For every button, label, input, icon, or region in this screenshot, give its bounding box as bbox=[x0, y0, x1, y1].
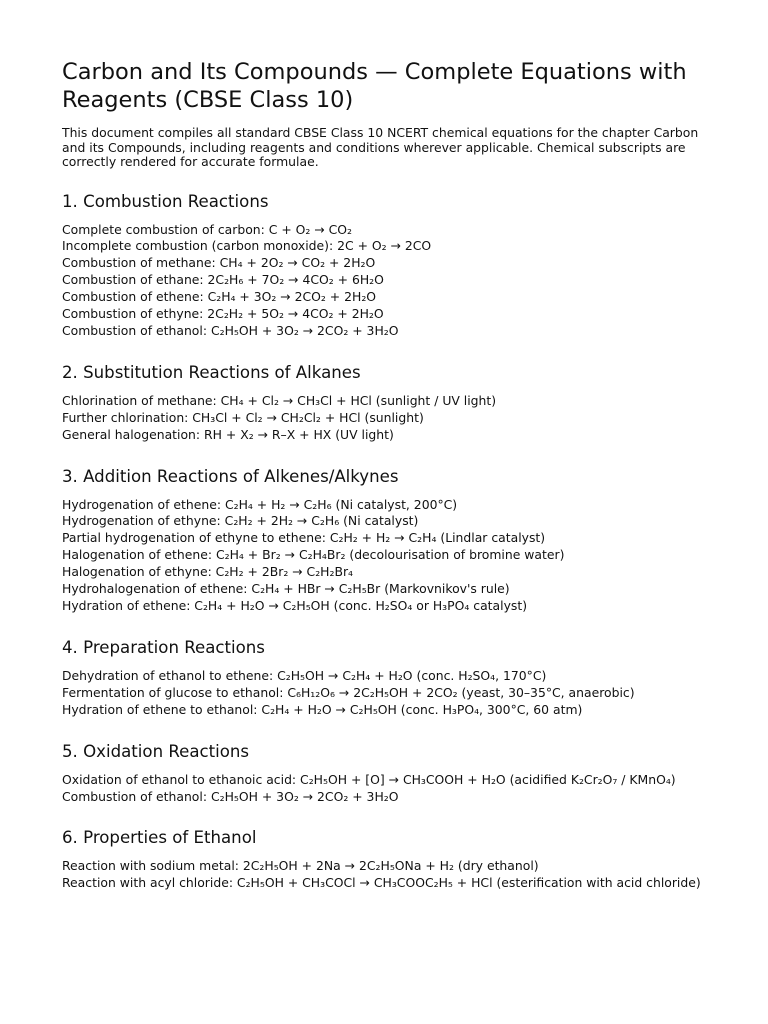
equation-line: Hydrogenation of ethene: C₂H₄ + H₂ → C₂H₆ (Ni catalyst, 200°C) bbox=[62, 496, 458, 512]
equation-line: Combustion of ethanol: C₂H₅OH + 3O₂ → 2CO₂ + 3H₂O bbox=[62, 322, 399, 338]
equation-line: Further chlorination: CH₃Cl + Cl₂ → CH₂Cl₂ + HCl (sunlight) bbox=[62, 409, 424, 425]
equation-line: Complete combustion of carbon: C + O₂ → CO₂ bbox=[62, 221, 353, 237]
equation-line: Incomplete combustion (carbon monoxide): 2C + O₂ → 2CO bbox=[62, 238, 432, 254]
equation-line: Hydration of ethene: C₂H₄ + H₂O → C₂H₅OH (conc. H₂SO₄ or H₃PO₄ catalyst) bbox=[62, 598, 528, 613]
equation-line: Combustion of ethene: C₂H₄ + 3O₂ → 2CO₂ + 2H₂O bbox=[62, 289, 377, 305]
section-heading: 6. Properties of Ethanol bbox=[62, 828, 257, 848]
equation-line: Reaction with sodium metal: 2C₂H₅OH + 2Na → 2C₂H₅ONa + H₂ (dry ethanol) bbox=[62, 858, 539, 874]
equation-line: Hydrogenation of ethyne: C₂H₂ + 2H₂ → C₂H₆ (Ni catalyst) bbox=[62, 513, 419, 529]
equation-line: Combustion of ethane: 2C₂H₆ + 7O₂ → 4CO₂ + 6H₂O bbox=[62, 272, 384, 288]
section-preparation bbox=[62, 638, 712, 719]
equation-line: Oxidation of ethanol to ethanoic acid: C₂H₅OH + [O] → CH₃COOH + H₂O (acidified K₂Cr₂O₇ / KMnO₄) bbox=[62, 771, 676, 787]
section-combustion bbox=[62, 192, 712, 340]
document-intro: This document compiles all standard CBSE Class 10 NCERT chemical equations for the chapter Carbon and its Compounds, including reagents and conditions wherever applicable. Chemical subscripts are correctly rendered for accurate formulae. bbox=[62, 125, 699, 169]
equation-line: Dehydration of ethanol to ethene: C₂H₅OH → C₂H₄ + H₂O (conc. H₂SO₄, 170°C) bbox=[62, 667, 547, 683]
equation-line: General halogenation: RH + X₂ → R–X + HX (UV light) bbox=[62, 426, 394, 442]
equation-line: Chlorination of methane: CH₄ + Cl₂ → CH₃Cl + HCl (sunlight / UV light) bbox=[62, 392, 497, 408]
equation-line: Combustion of ethyne: 2C₂H₂ + 5O₂ → 4CO₂ + 2H₂O bbox=[62, 306, 384, 322]
equation-line: Halogenation of ethene: C₂H₄ + Br₂ → C₂H₄Br₂ (decolourisation of bromine water) bbox=[62, 547, 565, 563]
section-oxidation bbox=[62, 742, 712, 806]
equation-line: Fermentation of glucose to ethanol: C₆H₁₂O₆ → 2C₂H₅OH + 2CO₂ (yeast, 30–35°C, anaerobic) bbox=[62, 684, 635, 700]
equation-line: Hydration of ethene to ethanol: C₂H₄ + H₂O → C₂H₅OH (conc. H₃PO₄, 300°C, 60 atm) bbox=[62, 701, 583, 717]
section-addition bbox=[62, 467, 712, 615]
section-ethanol-properties bbox=[62, 828, 712, 890]
section-substitution bbox=[62, 363, 712, 444]
equation-line: Reaction with acyl chloride: C₂H₅OH + CH₃COCl → CH₃COOC₂H₅ + HCl (esterification with acid chloride) bbox=[62, 875, 701, 891]
section-heading: 5. Oxidation Reactions bbox=[62, 741, 250, 761]
section-heading: 3. Addition Reactions of Alkenes/Alkynes bbox=[62, 466, 399, 486]
equation-line: Combustion of methane: CH₄ + 2O₂ → CO₂ + 2H₂O bbox=[62, 255, 376, 271]
section-heading: 4. Preparation Reactions bbox=[62, 637, 265, 657]
document-title: Carbon and Its Compounds — Complete Equations with Reagents (CBSE Class 10) bbox=[62, 59, 687, 113]
equation-line: Partial hydrogenation of ethyne to ethene: C₂H₂ + H₂ → C₂H₄ (Lindlar catalyst) bbox=[62, 530, 546, 546]
equation-line: Halogenation of ethyne: C₂H₂ + 2Br₂ → C₂H₂Br₄ bbox=[62, 564, 354, 580]
section-heading: 1. Combustion Reactions bbox=[62, 191, 269, 211]
section-heading: 2. Substitution Reactions of Alkanes bbox=[62, 362, 361, 382]
equation-line: Combustion of ethanol: C₂H₅OH + 3O₂ → 2CO₂ + 3H₂O bbox=[62, 788, 399, 804]
equation-line: Hydrohalogenation of ethene: C₂H₄ + HBr → C₂H₅Br (Markovnikov's rule) bbox=[62, 581, 510, 597]
